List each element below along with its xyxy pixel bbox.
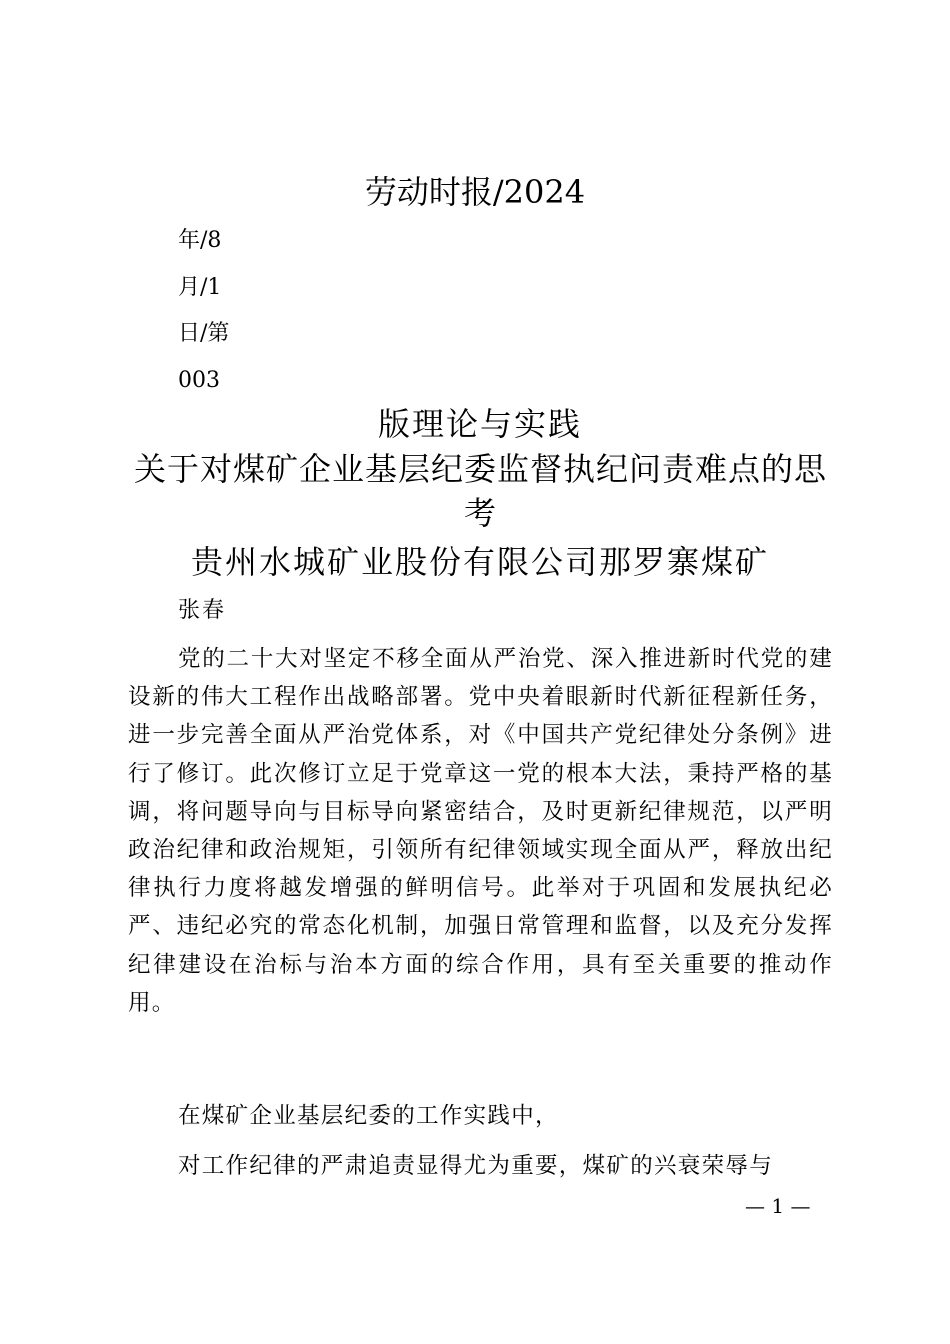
newspaper-masthead: 劳动时报/2024 xyxy=(364,173,586,211)
article-title: 关于对煤矿企业基层纪委监督执纪问责难点的思考 xyxy=(133,450,827,532)
date-line-year: 年/8 xyxy=(178,228,222,253)
date-line-issue: 003 xyxy=(178,368,220,393)
body-paragraph: 在煤矿企业基层纪委的工作实践中， xyxy=(178,1103,559,1129)
date-line-month: 月/1 xyxy=(178,275,222,300)
body-paragraph: 党的二十大对坚定不移全面从严治党、深入推进新时代党的建设新的伟大工程作出战略部署。党中央着眼新时代新征程新任务，进一步完善全面从严治党体系，对《中国共产党纪律处分条例》进行了修订。此次修订立足于党章这一党的根本大法，秉持严格的基调，将问题导向与目标导向紧密结合，及时更新纪律规范，以严明政治纪律和政治规矩，引领所有纪律领域实现全面从严，释放出纪律执行力度将越发增强的鲜明信号。此举对于巩固和发展执纪必严、违纪必究的常态化机制，加强日常管理和监督，以及充分发挥纪律建设在治标与治本方面的综合作用，具有至关重要的推动作用。 xyxy=(128,646,833,1016)
author-organization: 贵州水城矿业股份有限公司那罗寨煤矿 xyxy=(190,543,769,581)
date-line-day: 日/第 xyxy=(178,321,230,346)
author-name: 张春 xyxy=(178,598,227,623)
section-name: 版理论与实践 xyxy=(377,405,582,443)
page-number: — 1 — xyxy=(745,1194,811,1218)
body-paragraph: 对工作纪律的严肃追责显得尤为重要，煤矿的兴衰荣辱与 xyxy=(178,1153,774,1179)
